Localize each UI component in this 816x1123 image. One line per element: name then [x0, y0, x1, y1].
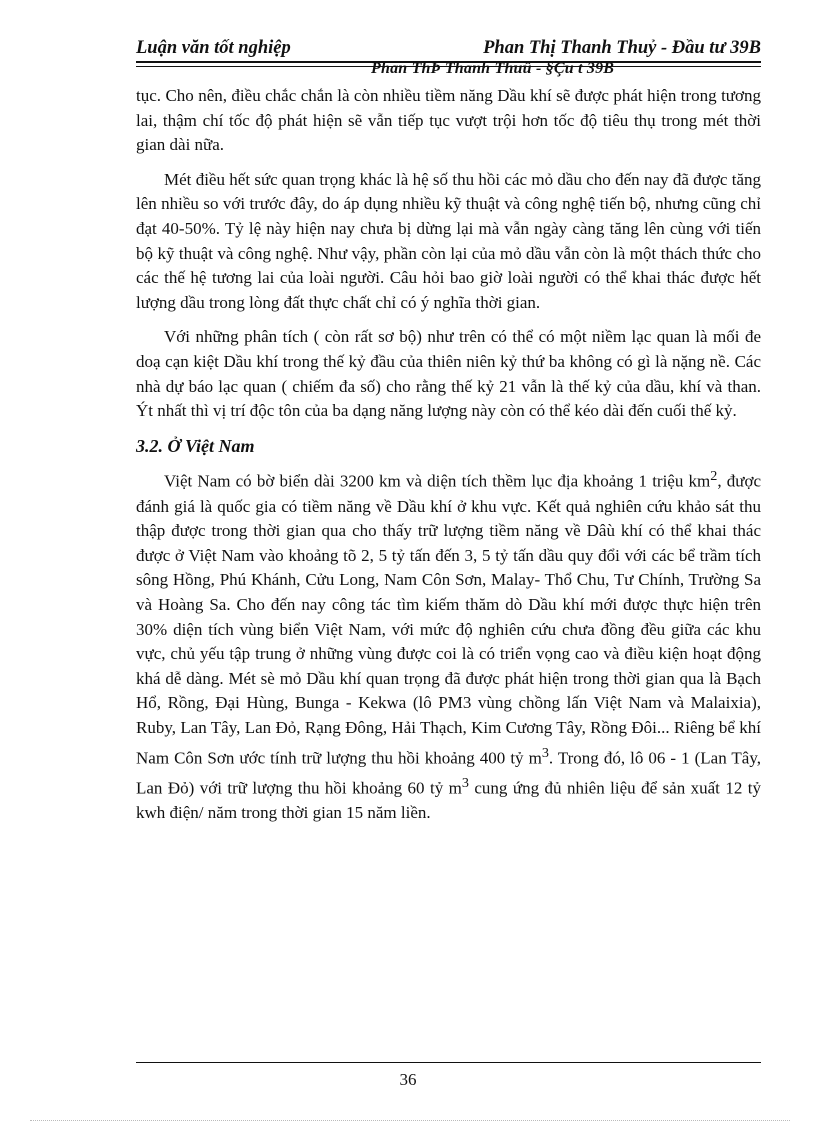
section-heading: 3.2. Ở Việt Nam: [136, 435, 255, 456]
paragraph: tục. Cho nên, điều chắc chắn là còn nhiều tiềm năng Dầu khí sẽ được phát hiện trong tương lai, thậm chí tốc độ phát hiện sẽ vẫn tiếp tục vượt trội hơn tốc độ tiêu thụ trong mét thời gian dài nữa.: [136, 86, 761, 155]
paragraph: [136, 464, 761, 825]
paragraph: Mét điều hết sức quan trọng khác là hệ số thu hồi các mỏ dầu cho đến nay đã được tăng lên nhiều so với trước đây, do áp dụng nhiều kỹ thuật và công nghệ tiến bộ, nhưng cũng chỉ đạt 40-50%. Tỷ lệ này hiện nay chưa bị dừng lại mà vẫn ngày càng tăng lên cùng với tiến bộ kỹ thuật và công nghệ. Như vậy, phần còn lại của mỏ dầu vẫn còn là một thách thức cho các thế hệ tương lai của loài người. Câu hỏi bao giờ loài người có thể khai thác được hết lượng dầu trong lòng đất thực chất chỉ có ý nghĩa thời gian.: [136, 169, 761, 312]
superscript: 2: [710, 468, 718, 485]
page-edge-line: [30, 1120, 790, 1121]
document-body: [136, 84, 761, 836]
superscript: 3: [461, 774, 469, 791]
header-garbled-author: Phan ThÞ Thanh Thuû - §Çu t 39B: [371, 60, 615, 77]
paragraph: Với những phân tích ( còn rất sơ bộ) như trên có thể có một niềm lạc quan là mối đe doạ cạn kiệt Dầu khí trong thế kỷ đầu của thiên niên kỷ thứ ba không có gì là nặng nề. Các nhà dự báo lạc quan ( chiếm đa số) cho rằng thế kỷ 21 vẫn là thế kỷ của dầu, khí và than. Ýt nhất thì vị trí độc tôn của ba dạng năng lượng này còn có thể kéo dài đến cuối thế kỷ.: [136, 327, 761, 421]
text-run: Việt Nam có bờ biển dài 3200 km và diện tích thềm lục địa khoảng 1 triệu km: [164, 471, 711, 491]
text-run: cung ứng đủ nhiên liệu để sản xuất 12 tỷ kwh điện/ năm trong thời gian 15 năm liền.: [136, 778, 761, 822]
text-run: . Trong đó, lô 06 - 1 (Lan Tây, Lan Đỏ) với trữ lượng thu hồi khoảng 60 tỷ m: [136, 748, 761, 798]
header-author: Phan Thị Thanh Thuỷ - Đầu tư 39B: [483, 38, 761, 58]
header-thesis-title: Luận văn tốt nghiệp: [136, 38, 291, 58]
text-run: , được đánh giá là quốc gia có tiềm năng về Dầu khí ở khu vực. Kết quả nghiên cứu khảo sát thu thập được trong thời gian qua cho thấy trữ lượng tiềm năng về Dâù khí có thể khai thác được ở Việt Nam vào khoảng tõ 2, 5 tỷ tấn đến 3, 5 tỷ tấn dầu quy đổi với các bể trầm tích sông Hồng, Phú Khánh, Cửu Long, Nam Côn Sơn, Malay- Thổ Chu, Tư Chính, Trường Sa và Hoàng Sa. Cho đến nay công tác tìm kiếm thăm dò Dầu khí mới được thực hiện trên 30% diện tích vùng biển Việt Nam, với mức độ nghiên cứu chưa đồng đều giữa các khu vực, chủ yếu tập trung ở những vùng được coi là có triển vọng cao và điều kiện hoạt động khá dễ dàng. Mét sè mỏ Dầu khí quan trọng đã được phát hiện trong thời gian qua là Bạch Hổ, Rồng, Đại Hùng, Bunga - Kekwa (lô PM3 vùng chồng lấn Việt Nam và Malaixia), Ruby, Lan Tây, Lan Đỏ, Rạng Đông, Hải Thạch, Kim Cương Tây, Rồng Đôi... Riêng bể khí Nam Côn Sơn ước tính trữ lượng thu hồi khoảng 400 tỷ m: [136, 471, 761, 768]
page-number: 36: [399, 1070, 417, 1089]
superscript: 3: [541, 744, 549, 761]
footer-rule: [136, 1062, 761, 1063]
